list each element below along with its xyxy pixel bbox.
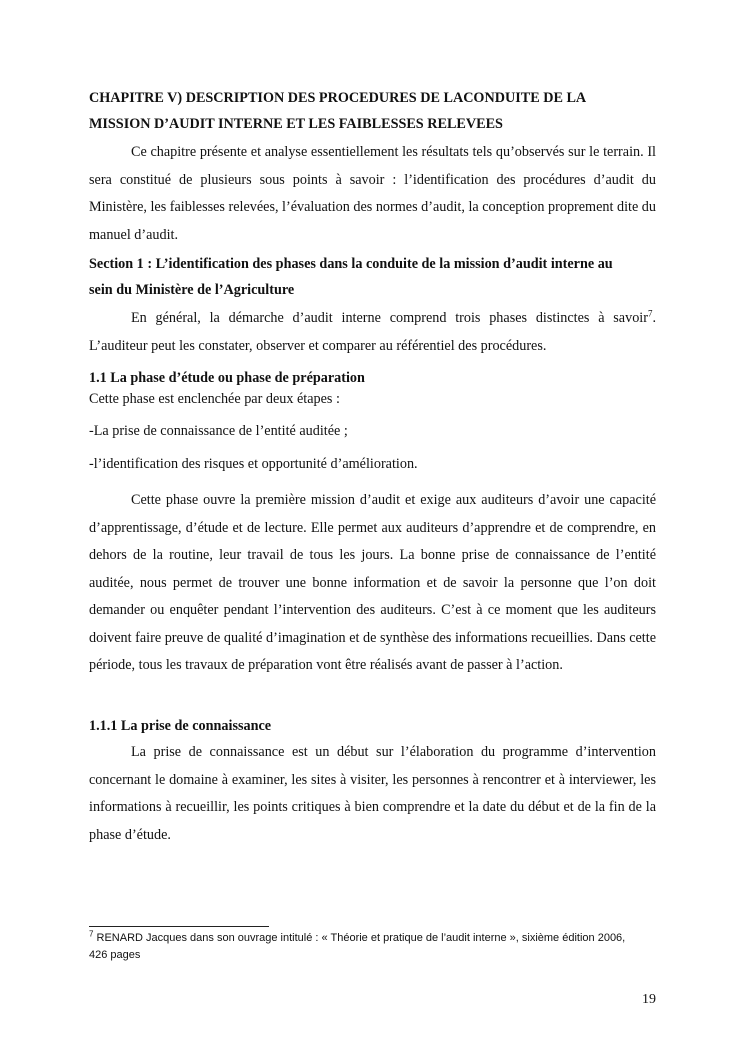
footnote bbox=[89, 930, 656, 964]
section1-paragraph-end: . L’auditeur peut les constater, observer et comparer au référentiel des procédures. bbox=[89, 310, 656, 354]
section1-title-line2: sein du Ministère de l’Agriculture bbox=[89, 282, 295, 298]
chapter-intro-paragraph: Ce chapitre présente et analyse essentiellement les résultats tels qu’observés sur le terrain. Il sera constitué de plusieurs sous points à savoir : l’identification des procédures d’audit du Ministère, les faiblesses relevées, l’évaluation des normes d’audit, la conception proprement dite du manuel d’audit. bbox=[89, 144, 656, 243]
subsection-1-1-1-title: 1.1.1 La prise de connaissance bbox=[89, 718, 272, 734]
footnote-text-line1: RENARD Jacques dans son ouvrage intitulé : « Théorie et pratique de l’audit interne », sixième édition 2006, bbox=[93, 932, 626, 944]
subsection-1-1-title: 1.1 La phase d’étude ou phase de préparation bbox=[89, 370, 365, 386]
subsection-1-1-lead: Cette phase est enclenchée par deux étapes : bbox=[89, 391, 340, 407]
footnote-reference[interactable]: 7 bbox=[647, 308, 653, 319]
chapter-title-line2: MISSION D’AUDIT INTERNE ET LES FAIBLESSES RELEVEES bbox=[89, 116, 503, 132]
page-number: 19 bbox=[642, 992, 656, 1007]
subsection-1-1-1-paragraph: La prise de connaissance est un début sur l’élaboration du programme d’intervention concernant le domaine à examiner, les sites à visiter, les personnes à rencontrer et à interviewer, les informations à recueillir, les points critiques à bien comprendre et la date du début et de la fin de la phase d’étude. bbox=[89, 744, 656, 843]
chapter-title-line1: CHAPITRE V) DESCRIPTION DES PROCEDURES DE LACONDUITE DE LA bbox=[89, 90, 587, 106]
footnote-text-line2: 426 pages bbox=[89, 949, 141, 961]
section1-title-line1: Section 1 : L’identification des phases dans la conduite de la mission d’audit interne au bbox=[89, 256, 613, 272]
section1-paragraph-start: En général, la démarche d’audit interne comprend trois phases distinctes à savoir bbox=[131, 310, 648, 326]
footnote-separator bbox=[89, 926, 269, 927]
chapter-block bbox=[89, 88, 656, 249]
section1-paragraph bbox=[89, 305, 656, 360]
subsection-1-1-paragraph: Cette phase ouvre la première mission d’audit et exige aux auditeurs d’avoir une capacité d’apprentissage, d’étude et de lecture. Elle permet aux auditeurs d’apprendre et de comprendre, en dehors de la routine, leur travail de tous les jours. La bonne prise de connaissance de l’entité auditée, nous permet de trouver une bonne information et de savoir la personne que l’on doit demander ou enquêter pendant l’intervention des auditeurs. C’est à ce moment que les auditeurs doivent faire preuve de qualité d’imagination et de synthèse des informations recueillies. Dans cette période, tous les travaux de préparation vont être réalisés avant de passer à l’action. bbox=[89, 492, 656, 673]
step-item-2: -l’identification des risques et opportunité d’amélioration. bbox=[89, 456, 418, 472]
footnote-line1 bbox=[89, 930, 656, 947]
subsection-1-1-1-block bbox=[89, 716, 656, 849]
footnote-number: 7 bbox=[89, 929, 94, 939]
section1-block bbox=[89, 254, 656, 360]
step-item-1: -La prise de connaissance de l’entité auditée ; bbox=[89, 423, 348, 439]
subsection-1-1-block bbox=[89, 368, 656, 680]
